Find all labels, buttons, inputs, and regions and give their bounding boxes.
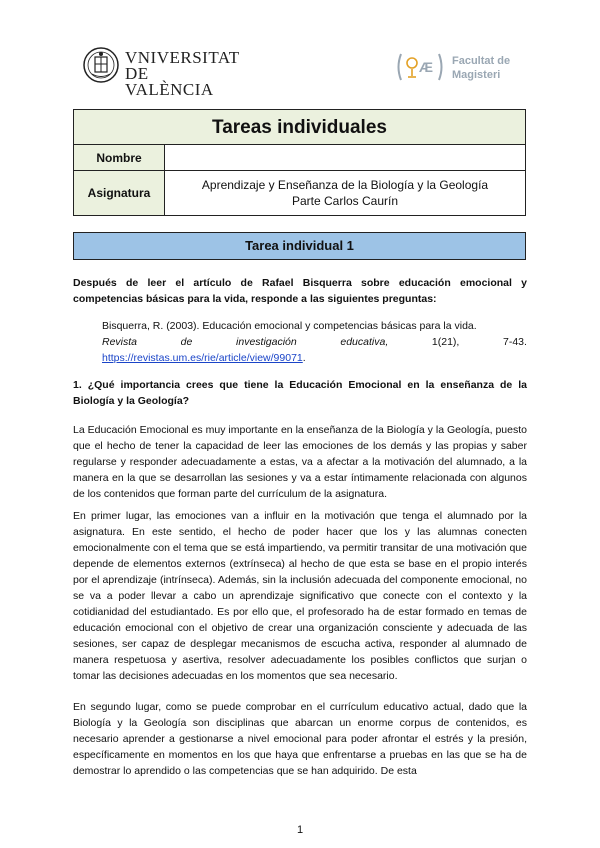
faculty-logo [395,50,535,90]
asignatura-label: Asignatura [74,171,165,215]
nombre-value[interactable] [165,145,525,170]
university-logo [82,46,240,99]
faculty-name: Facultat de Magisteri [452,55,511,81]
university-seal-icon [82,46,120,84]
page-number: 1 [296,824,304,836]
asignatura-value [165,171,525,215]
university-name: VNIVERSITAT DE VALÈNCIA [125,48,240,99]
faculty-logo-icon [395,50,445,84]
question-1: 1. ¿Qué importancia crees que tiene la Educación Emocional en la enseñanza de la Biología y la Geología? [73,379,527,407]
reference: Bisquerra, R. (2003). Educación emocional y competencias básicas para la vida. Revista de investigación educativa, 1(21), 7-43. https://revistas.um.es/rie/article/view/99071. [102,320,527,364]
reference-link[interactable]: https://revistas.um.es/rie/article/view/99071 [102,352,303,364]
nombre-label: Nombre [74,145,165,170]
reference-journal: Revista de investigación educativa, 1(21), 7-43. [102,336,527,348]
table-title: Tareas individuales [74,110,525,145]
answer-paragraph-2: En primer lugar, las emociones van a influir en la motivación que tenga el alumnado por la asignatura. En este sentido, el hecho de poder hacer que los y las alumnas conecten emocionalmente con el tema que se está impartiendo, va permitir transitar de una motivación que depende de elementos externos (extrínseca) al hecho de que esta se base en el propio interés por el aprendizaje (intrínseca). Además, sin la inclusión adecuada del componente emocional, no se va a poder llevar a cabo un aprendizaje significativo que conecte con el contexto y la cotidianidad del estudiantado. Es por ello que, el profesorado ha de estar formado en temas de educación emocional con el objetivo de crear una organización consciente y adecuada de las sesiones, ser capaz de desplegar mecanismos de escucha activa, responder al alumnado de manera respetuosa y asertiva, resolver adecuadamente los posibles conflictos que surjan o tomar las decisiones adecuadas en los momentos que sea necesario. [73,510,527,682]
intro-instructions: Después de leer el artículo de Rafael Bisquerra sobre educación emocional y competencias básicas para la vida, responde a las siguientes preguntas: [73,277,527,305]
svg-text:Æ: Æ [419,59,433,75]
answer-paragraph-1: La Educación Emocional es muy importante en la enseñanza de la Biología y la Geología, puesto que el hecho de tener la capacidad de leer las emociones de los demás y las propias y saber regularse y responder adecuadamente a estas, va a afectar a la motivación del alumnado, a la manera en la que se desarrollan las sesiones y va a estar íntimamente relacionada con algunos de los contenidos que forman parte del currículum de la asignatura. [73,424,527,500]
tasks-table [73,109,526,216]
answer-paragraph-3: En segundo lugar, como se puede comprobar en el currículum educativo actual, dado que la Biología y la Geología son disciplinas que abarcan un enorme corpus de contenidos, es necesario aprender a gestionarse a nivel emocional para poder afrontar el estrés y la presión, específicamente en momentos en los que haya que enfrentarse a pruebas en las que se ha de demostrar lo aprendido o las competencias que se han adquirido. De esta [73,701,527,777]
task-header: Tarea individual 1 [73,232,526,260]
asignatura-line-2: Parte Carlos Caurín [291,194,399,208]
asignatura-line-1: Aprendizaje y Enseñanza de la Biología y la Geología [201,178,489,192]
table-row-nombre [74,145,525,171]
reference-citation: Bisquerra, R. (2003). Educación emocional y competencias básicas para la vida. [102,320,477,332]
table-row-asignatura [74,171,525,215]
